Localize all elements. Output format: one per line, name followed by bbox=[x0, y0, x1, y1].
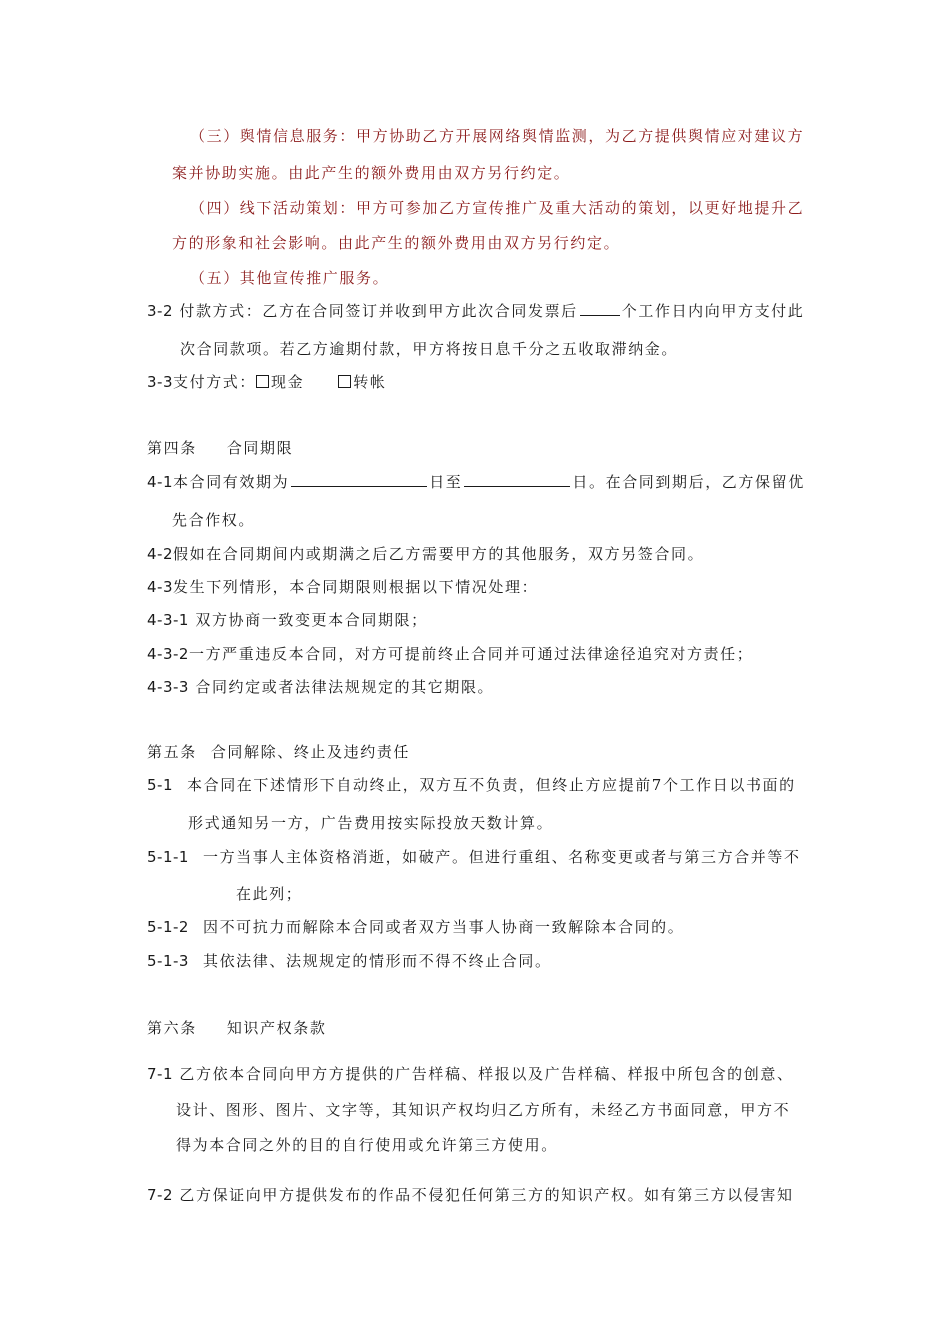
transfer-option: 转帐 bbox=[353, 373, 387, 391]
clause-number: 5-1-3 bbox=[147, 952, 189, 970]
clause-text: 因不可抗力而解除本合同或者双方当事人协商一致解除本合同的。 bbox=[202, 918, 685, 936]
clause-number: 5-1 bbox=[147, 776, 173, 794]
clause-number: 7-1 bbox=[147, 1065, 173, 1083]
clause-text: 付款方式：乙方在合同签订并收到甲方此次合同发票后 bbox=[179, 302, 578, 320]
clause-4-2 bbox=[147, 543, 704, 565]
blank-days-field[interactable] bbox=[580, 300, 620, 316]
item-3: （三）舆情信息服务：甲方协助乙方开展网络舆情监测，为乙方提供舆情应对建议方 bbox=[190, 127, 805, 145]
section-4-heading bbox=[147, 437, 293, 459]
heading-number: 第六条 bbox=[147, 1019, 197, 1037]
clause-number: 5-1-2 bbox=[147, 918, 189, 936]
section-6-heading bbox=[147, 1017, 326, 1039]
clause-number: 4-1 bbox=[147, 473, 173, 491]
clause-5-1-1-cont: 在此列； bbox=[236, 885, 303, 903]
clause-text: 本合同在下述情形下自动终止，双方互不负责，但终止方应提前7个工作日以书面的 bbox=[187, 776, 796, 794]
clause-4-1-cont: 先合作权。 bbox=[172, 511, 256, 529]
clause-text-c: 日。在合同到期后，乙方保留优 bbox=[572, 473, 805, 491]
item-4: （四）线下活动策划：甲方可参加乙方宣传推广及重大活动的策划，以更好地提升乙 bbox=[190, 199, 805, 217]
clause-3-2 bbox=[147, 300, 804, 322]
heading-title: 知识产权条款 bbox=[226, 1019, 327, 1037]
clause-text: 乙方保证向甲方提供发布的作品不侵犯任何第三方的知识产权。如有第三方以侵害知 bbox=[179, 1186, 794, 1204]
clause-number: 3-2 bbox=[147, 302, 173, 320]
clause-number: 3-3 bbox=[147, 373, 173, 391]
clause-number: 7-2 bbox=[147, 1186, 173, 1204]
clause-5-1-2 bbox=[147, 916, 684, 938]
clause-7-1 bbox=[147, 1063, 794, 1085]
item-3-cont: 案并协助实施。由此产生的额外费用由双方另行约定。 bbox=[172, 164, 571, 182]
clause-text: 双方协商一致变更本合同期限； bbox=[195, 611, 428, 629]
clause-4-3-1 bbox=[147, 609, 428, 631]
clause-number: 4-2 bbox=[147, 545, 173, 563]
clause-number: 4-3-3 bbox=[147, 678, 189, 696]
clause-4-3 bbox=[147, 576, 538, 598]
section-5-heading bbox=[147, 741, 410, 763]
clause-5-1-cont: 形式通知另一方，广告费用按实际投放天数计算。 bbox=[188, 814, 554, 832]
clause-text-b: 日至 bbox=[429, 473, 463, 491]
clause-text: 发生下列情形，本合同期限则根据以下情况处理： bbox=[173, 578, 539, 596]
clause-text: 假如在合同期间内或期满之后乙方需要甲方的其他服务，双方另签合同。 bbox=[173, 545, 705, 563]
clause-number: 5-1-1 bbox=[147, 848, 189, 866]
item-4-cont: 方的形象和社会影响。由此产生的额外费用由双方另行约定。 bbox=[172, 234, 621, 252]
clause-4-1 bbox=[147, 471, 805, 493]
heading-number: 第五条 bbox=[147, 743, 197, 761]
cash-checkbox[interactable] bbox=[256, 375, 269, 388]
clause-number: 4-3 bbox=[147, 578, 173, 596]
clause-4-3-2 bbox=[147, 643, 753, 665]
clause-text: 一方严重违反本合同，对方可提前终止合同并可通过法律途径追究对方责任； bbox=[188, 645, 754, 663]
clause-text: 本合同有效期为 bbox=[173, 473, 290, 491]
start-date-blank[interactable] bbox=[291, 471, 427, 487]
item-5: （五）其他宣传推广服务。 bbox=[190, 269, 390, 287]
clause-7-2 bbox=[147, 1184, 794, 1206]
clause-4-3-3 bbox=[147, 676, 494, 698]
end-date-blank[interactable] bbox=[464, 471, 570, 487]
clause-number: 4-3-2 bbox=[147, 645, 189, 663]
payment-label: 支付方式： bbox=[173, 373, 257, 391]
clause-5-1-1 bbox=[147, 846, 801, 868]
clause-number: 4-3-1 bbox=[147, 611, 189, 629]
heading-title: 合同期限 bbox=[226, 439, 294, 457]
clause-text: 合同约定或者法律法规规定的其它期限。 bbox=[195, 678, 495, 696]
clause-5-1-3 bbox=[147, 950, 552, 972]
clause-7-1-cont-1: 设计、图形、图片、文字等，其知识产权均归乙方所有，未经乙方书面同意，甲方不 bbox=[176, 1101, 791, 1119]
transfer-checkbox[interactable] bbox=[338, 375, 351, 388]
heading-number: 第四条 bbox=[147, 439, 197, 457]
clause-5-1 bbox=[147, 774, 796, 796]
clause-text: 乙方依本合同向甲方方提供的广告样稿、样报以及广告样稿、样报中所包含的创意、 bbox=[179, 1065, 794, 1083]
clause-text-b: 个工作日内向甲方支付此 bbox=[621, 302, 805, 320]
clause-text: 一方当事人主体资格消逝，如破产。但进行重组、名称变更或者与第三方合并等不 bbox=[202, 848, 801, 866]
clause-3-2-cont: 次合同款项。若乙方逾期付款，甲方将按日息千分之五收取滞纳金。 bbox=[180, 340, 679, 358]
heading-title: 合同解除、终止及违约责任 bbox=[210, 743, 411, 761]
cash-option: 现金 bbox=[271, 373, 305, 391]
clause-text: 其依法律、法规规定的情形而不得不终止合同。 bbox=[202, 952, 552, 970]
clause-3-3 bbox=[147, 371, 386, 393]
clause-7-1-cont-2: 得为本合同之外的目的自行使用或允许第三方使用。 bbox=[176, 1136, 558, 1154]
